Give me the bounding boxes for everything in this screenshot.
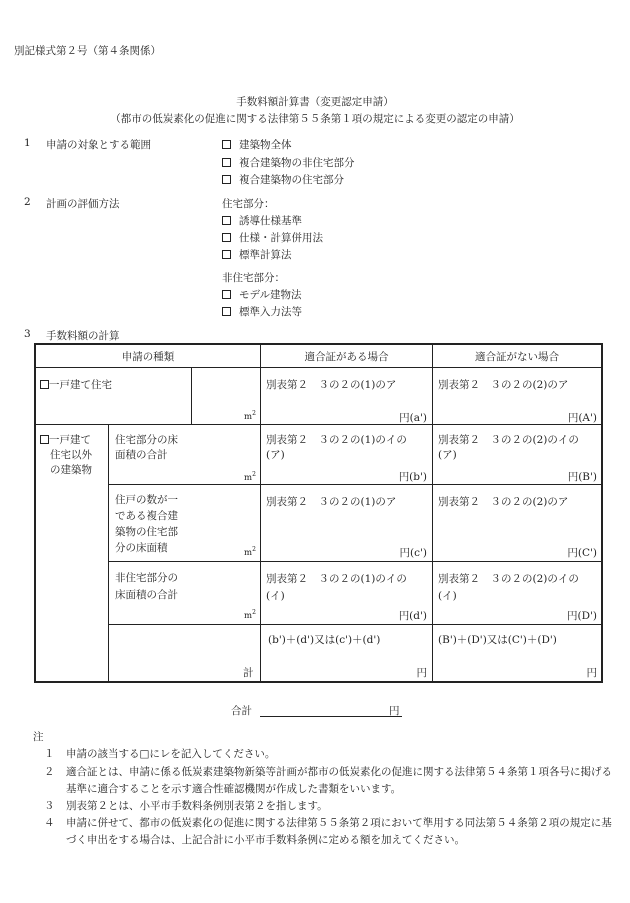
row-a-without-result: 円(A') — [567, 412, 597, 424]
page-title: 手数料額計算書（変更認定申請） — [236, 96, 394, 108]
note-3-number: ３ — [44, 800, 55, 812]
row-b-with-result: 円(b') — [398, 471, 427, 483]
section1-number: 1 — [24, 137, 31, 149]
nonresidential-label: 非住宅部分： — [222, 272, 285, 284]
row-a-with-result: 円(a') — [399, 412, 427, 424]
section2-number: 2 — [24, 196, 31, 208]
form-label: 別記様式第２号（第４条関係） — [14, 45, 161, 57]
row-total-without: (B')＋(D')又は(C')＋(D') — [438, 634, 557, 646]
residential-label: 住宅部分： — [222, 198, 275, 210]
section2-label: 計画の評価方法 — [46, 198, 120, 210]
row-c-unit: $m^2$ — [244, 546, 256, 558]
row-total-with: (b')＋(d')又は(c')＋(d') — [268, 634, 381, 646]
row-c-without-result: 円(C') — [567, 547, 597, 559]
row-total-label: 計 — [243, 667, 254, 679]
note-2-text: 適合証とは、申請に係る低炭素建築物新築等計画が都市の低炭素化の促進に関する法律第５４条第１項各号に掲げる基準に適合することを示す適合性確認機関が作成した書類をいいます。 — [66, 766, 612, 795]
note-4-text: 申請に併せて、都市の低炭素化の促進に関する法律第５５条第２項において準用する同法第５４条第２項の規定に基づく申出をする場合は、上記合計に小平市手数料条例に定める額を加えてください。 — [66, 817, 612, 846]
grand-total-field[interactable] — [260, 716, 402, 717]
row-b-without-result: 円(B') — [567, 471, 597, 483]
row-b-unit: $m^2$ — [244, 471, 256, 483]
grand-total-unit: 円 — [389, 705, 400, 717]
row-a-label[interactable]: 一戸建て住宅 — [40, 377, 112, 392]
row-d-unit: $m^2$ — [244, 609, 256, 621]
row-b-label: 住宅部分の床 面積の合計 — [115, 434, 178, 461]
page-subtitle: （都市の低炭素化の促進に関する法律第５５条第１項の規定による変更の認定の申請） — [110, 113, 520, 125]
residential-option-combined[interactable]: 仕様・計算併用法 — [222, 230, 323, 245]
row-b-with: 別表第２ ３の２の(1)のイの (ア) — [266, 434, 407, 461]
row-total-without-result: 円 — [586, 667, 597, 679]
note-4-number: ４ — [44, 817, 55, 829]
header-without-cert: 適合証がない場合 — [475, 351, 559, 363]
row-c-label: 住戸の数が一 である複合建 築物の住宅部 分の床面積 — [115, 494, 178, 554]
note-3-text: 別表第２とは、小平市手数料条例別表第２を指します。 — [66, 800, 328, 812]
notes-heading: 注 — [33, 731, 44, 743]
header-with-cert: 適合証がある場合 — [304, 351, 389, 363]
row-c-with-result: 円(c') — [399, 547, 427, 559]
row-a-unit: $m^2$ — [244, 410, 256, 422]
row-d-label: 非住宅部分の 床面積の合計 — [115, 572, 178, 601]
section1-option-nonres[interactable]: 複合建築物の非住宅部分 — [222, 155, 355, 170]
section1-option-all[interactable]: 建築物全体 — [222, 137, 292, 152]
section3-label: 手数料額の計算 — [46, 330, 120, 342]
row-d-without-result: 円(D') — [567, 610, 597, 622]
section3-number: 3 — [24, 328, 31, 340]
row-c-with: 別表第２ ３の２の(1)のア — [266, 496, 397, 508]
row-b-without: 別表第２ ３の２の(2)のイの (ア) — [438, 434, 579, 461]
row-total-with-result: 円 — [416, 667, 427, 679]
section1-label: 申請の対象とする範囲 — [46, 139, 151, 151]
group-label[interactable]: 一戸建て 住宅以外 の建築物 — [40, 433, 106, 478]
row-d-with: 別表第２ ３の２の(1)のイの (イ) — [266, 573, 407, 602]
header-type: 申請の種類 — [121, 351, 175, 363]
note-1-text: 申請の該当する□にレを記入してください。 — [66, 748, 276, 760]
row-d-without: 別表第２ ３の２の(2)のイの (イ) — [438, 573, 579, 602]
row-d-with-result: 円(d') — [398, 610, 427, 622]
note-2-number: ２ — [44, 766, 55, 778]
nonresidential-option-input[interactable]: 標準入力法等 — [222, 304, 302, 319]
checkbox[interactable] — [40, 380, 49, 389]
residential-option-standard[interactable]: 標準計算法 — [222, 247, 292, 262]
grand-total-label: 合計 — [231, 705, 252, 717]
row-c-without: 別表第２ ３の２の(2)のア — [438, 496, 569, 508]
row-a-with: 別表第２ ３の２の(1)のア — [266, 379, 397, 391]
checkbox[interactable] — [40, 435, 49, 444]
nonresidential-option-model[interactable]: モデル建物法 — [222, 287, 301, 302]
row-a-without: 別表第２ ３の２の(2)のア — [438, 379, 569, 391]
note-1-number: １ — [44, 748, 55, 760]
residential-option-induced[interactable]: 誘導仕様基準 — [222, 213, 302, 228]
section1-option-res[interactable]: 複合建築物の住宅部分 — [222, 172, 344, 187]
